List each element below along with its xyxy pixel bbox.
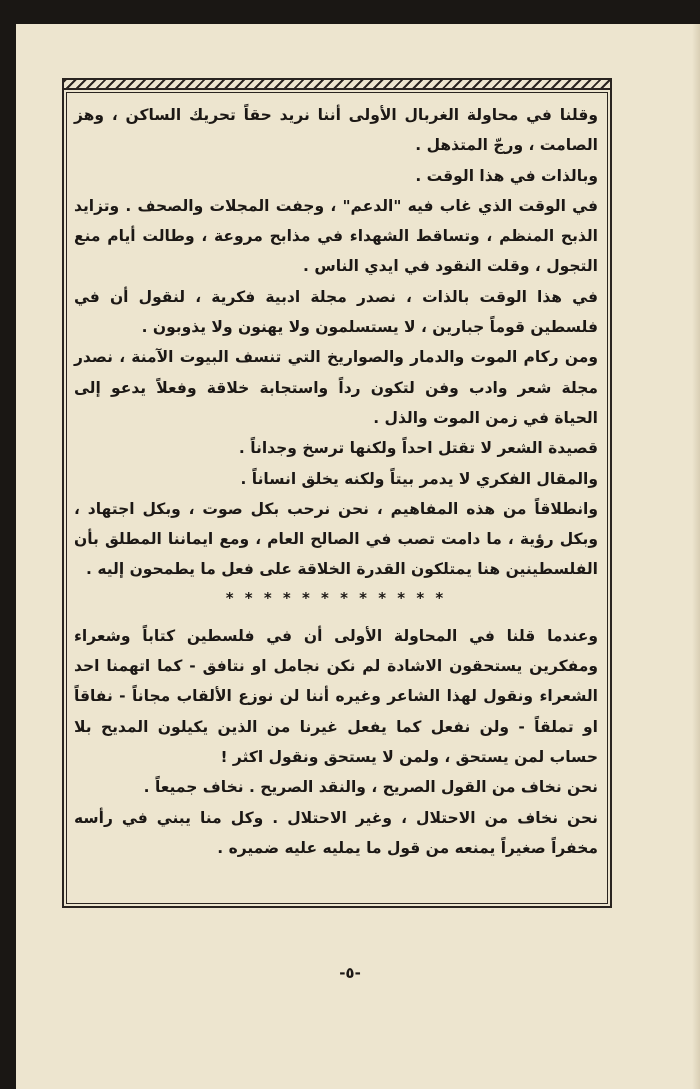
paragraph: وعندما قلنا في المحاولة الأولى أن في فلسطين كتاباً وشعراء ومفكرين يستحقون الاشادة لم نكن نجامل او نتافق - كما اتهمنا احد الشعراء ونقول لهذا الشاعر وغيره أننا لن نوزع الألقاب مجاناً - نفاقاً او تملقاً - ولن نفعل كما يفعل غيرنا من الذين يكيلون المديح بلا حساب لمن يستحق ، ولمن لا يستحق ونقول اكثر ! <box>74 626 598 766</box>
paragraph: وانطلاقاً من هذه المفاهيم ، نحن نرحب بكل صوت ، وبكل اجتهاد ، وبكل رؤية ، ما دامت تصب في الصالح العام ، ومع ايماننا المطلق بأن الفلسطينين هنا يمتلكون القدرة الخلاقة على فعل ما يطمحون إليه . <box>74 499 598 579</box>
paragraph: في هذا الوقت بالذات ، نصدر مجلة ادبية فكرية ، لنقول أن في فلسطين قوماً جبارين ، لا يستسلمون ولا يهنون ولا يذوبون . <box>74 287 598 337</box>
page-number: -٥- <box>339 964 361 982</box>
article-body <box>74 100 598 863</box>
page-edge-shadow <box>692 24 700 1089</box>
paragraph: نحن نخاف من القول الصريح ، والنقد الصريح . نخاف جميعاً . <box>143 778 598 797</box>
paragraph: في الوقت الذي غاب فيه "الدعم" ، وجفت المجلات والصحف . وتزايد الذبح المنظم ، وتساقط الشهداء في مذابح مروعة ، وطالت أيام منع التجول ، وقلت النقود في ايدي الناس . <box>74 196 598 276</box>
paragraph: والمقال الفكري لا يدمر بيتاً ولكنه يخلق انساناً . <box>240 469 598 488</box>
paragraph: وبالذات في هذا الوقت . <box>415 166 598 185</box>
paragraph: نحن نخاف من الاحتلال ، وغير الاحتلال . وكل منا يبني في رأسه مخفراً صغيراً يمنعه من قول ما يمليه عليه ضميره . <box>74 808 598 857</box>
paragraph: ومن ركام الموت والدمار والصواريخ التي تنسف البيوت الآمنة ، نصدر مجلة شعر وادب وفن لتكون رداً واستجابة خلاقة وفعلاً يدعو إلى الحياة في زمن الموت والذل . <box>74 348 598 427</box>
section-separator: * * * * * * * * * * * * <box>225 588 447 607</box>
paragraph: وقلنا في محاولة الغربال الأولى أننا نريد حقاً تحريك الساكن ، وهز الصامت ، ورجّ المتذهل . <box>74 106 598 155</box>
paragraph: قصيدة الشعر لا تقتل احداً ولكنها ترسخ وجداناً . <box>238 439 598 458</box>
